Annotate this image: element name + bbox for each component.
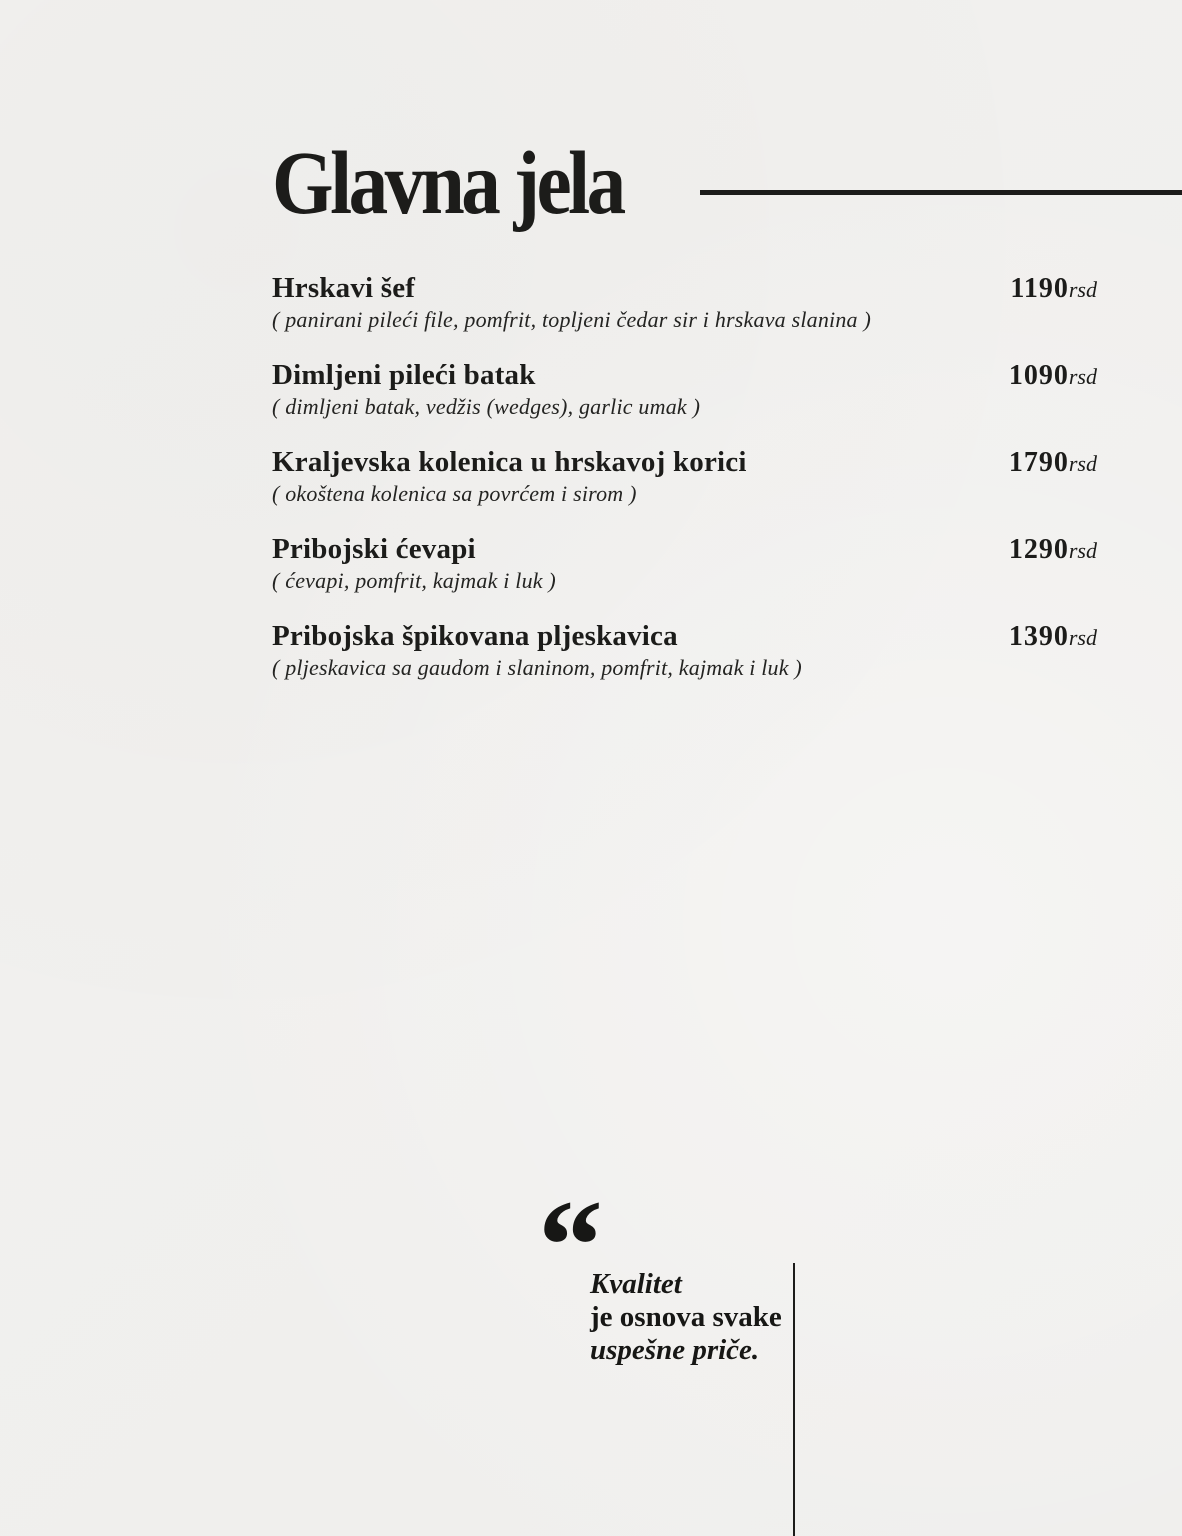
price-amount: 1790 [1008, 447, 1069, 478]
menu-header [272, 134, 1182, 238]
dish-price [1010, 273, 1097, 305]
menu-item [272, 620, 1097, 681]
quote-line-1: Kvalitet [590, 1268, 682, 1300]
quote-line-3: uspešne priče. [590, 1334, 760, 1366]
price-currency: rsd [1068, 451, 1097, 476]
dish-description: ( okoštena kolenica sa povrćem i sirom ) [272, 481, 637, 506]
page-title: Glavna jela [272, 134, 623, 233]
price-currency: rsd [1068, 364, 1097, 389]
dish-name: Hrskavi šef [272, 272, 416, 304]
dish-price [1009, 534, 1097, 566]
quotation-mark-icon: “ [538, 1174, 597, 1318]
quote-divider-line [793, 1263, 795, 1536]
menu-item-head [272, 620, 1097, 653]
price-amount: 1090 [1008, 360, 1069, 391]
dish-description: ( ćevapi, pomfrit, kajmak i luk ) [272, 568, 556, 593]
menu-item-head [272, 272, 1097, 305]
menu-item-head [272, 359, 1097, 392]
dish-name: Pribojska špikovana pljeskavica [272, 620, 678, 652]
price-currency: rsd [1068, 277, 1097, 302]
dish-description: ( pljeskavica sa gaudom i slaninom, pomfrit, kajmak i luk ) [272, 655, 802, 680]
quote-line-2: je osnova svake [590, 1301, 782, 1333]
title-rule-line [700, 190, 1182, 195]
dish-name: Pribojski ćevapi [272, 533, 476, 565]
dish-price [1009, 360, 1097, 392]
price-currency: rsd [1068, 625, 1097, 650]
price-amount: 1290 [1008, 534, 1069, 565]
dish-price [1009, 621, 1097, 653]
dish-description: ( panirani pileći file, pomfrit, topljeni čedar sir i hrskava slanina ) [272, 307, 871, 332]
price-amount: 1190 [1010, 273, 1069, 304]
menu-list [272, 272, 1097, 707]
quote-block [538, 1174, 782, 1367]
quote-text [590, 1268, 782, 1367]
menu-item [272, 272, 1097, 333]
menu-item [272, 533, 1097, 594]
menu-item [272, 446, 1097, 507]
menu-item [272, 359, 1097, 420]
menu-item-head [272, 446, 1097, 479]
dish-name: Dimljeni pileći batak [272, 359, 536, 391]
dish-description: ( dimljeni batak, vedžis (wedges), garlic umak ) [272, 394, 701, 419]
price-amount: 1390 [1008, 621, 1069, 652]
dish-price [1009, 447, 1097, 479]
menu-item-head [272, 533, 1097, 566]
price-currency: rsd [1068, 538, 1097, 563]
dish-name: Kraljevska kolenica u hrskavoj korici [272, 446, 747, 478]
